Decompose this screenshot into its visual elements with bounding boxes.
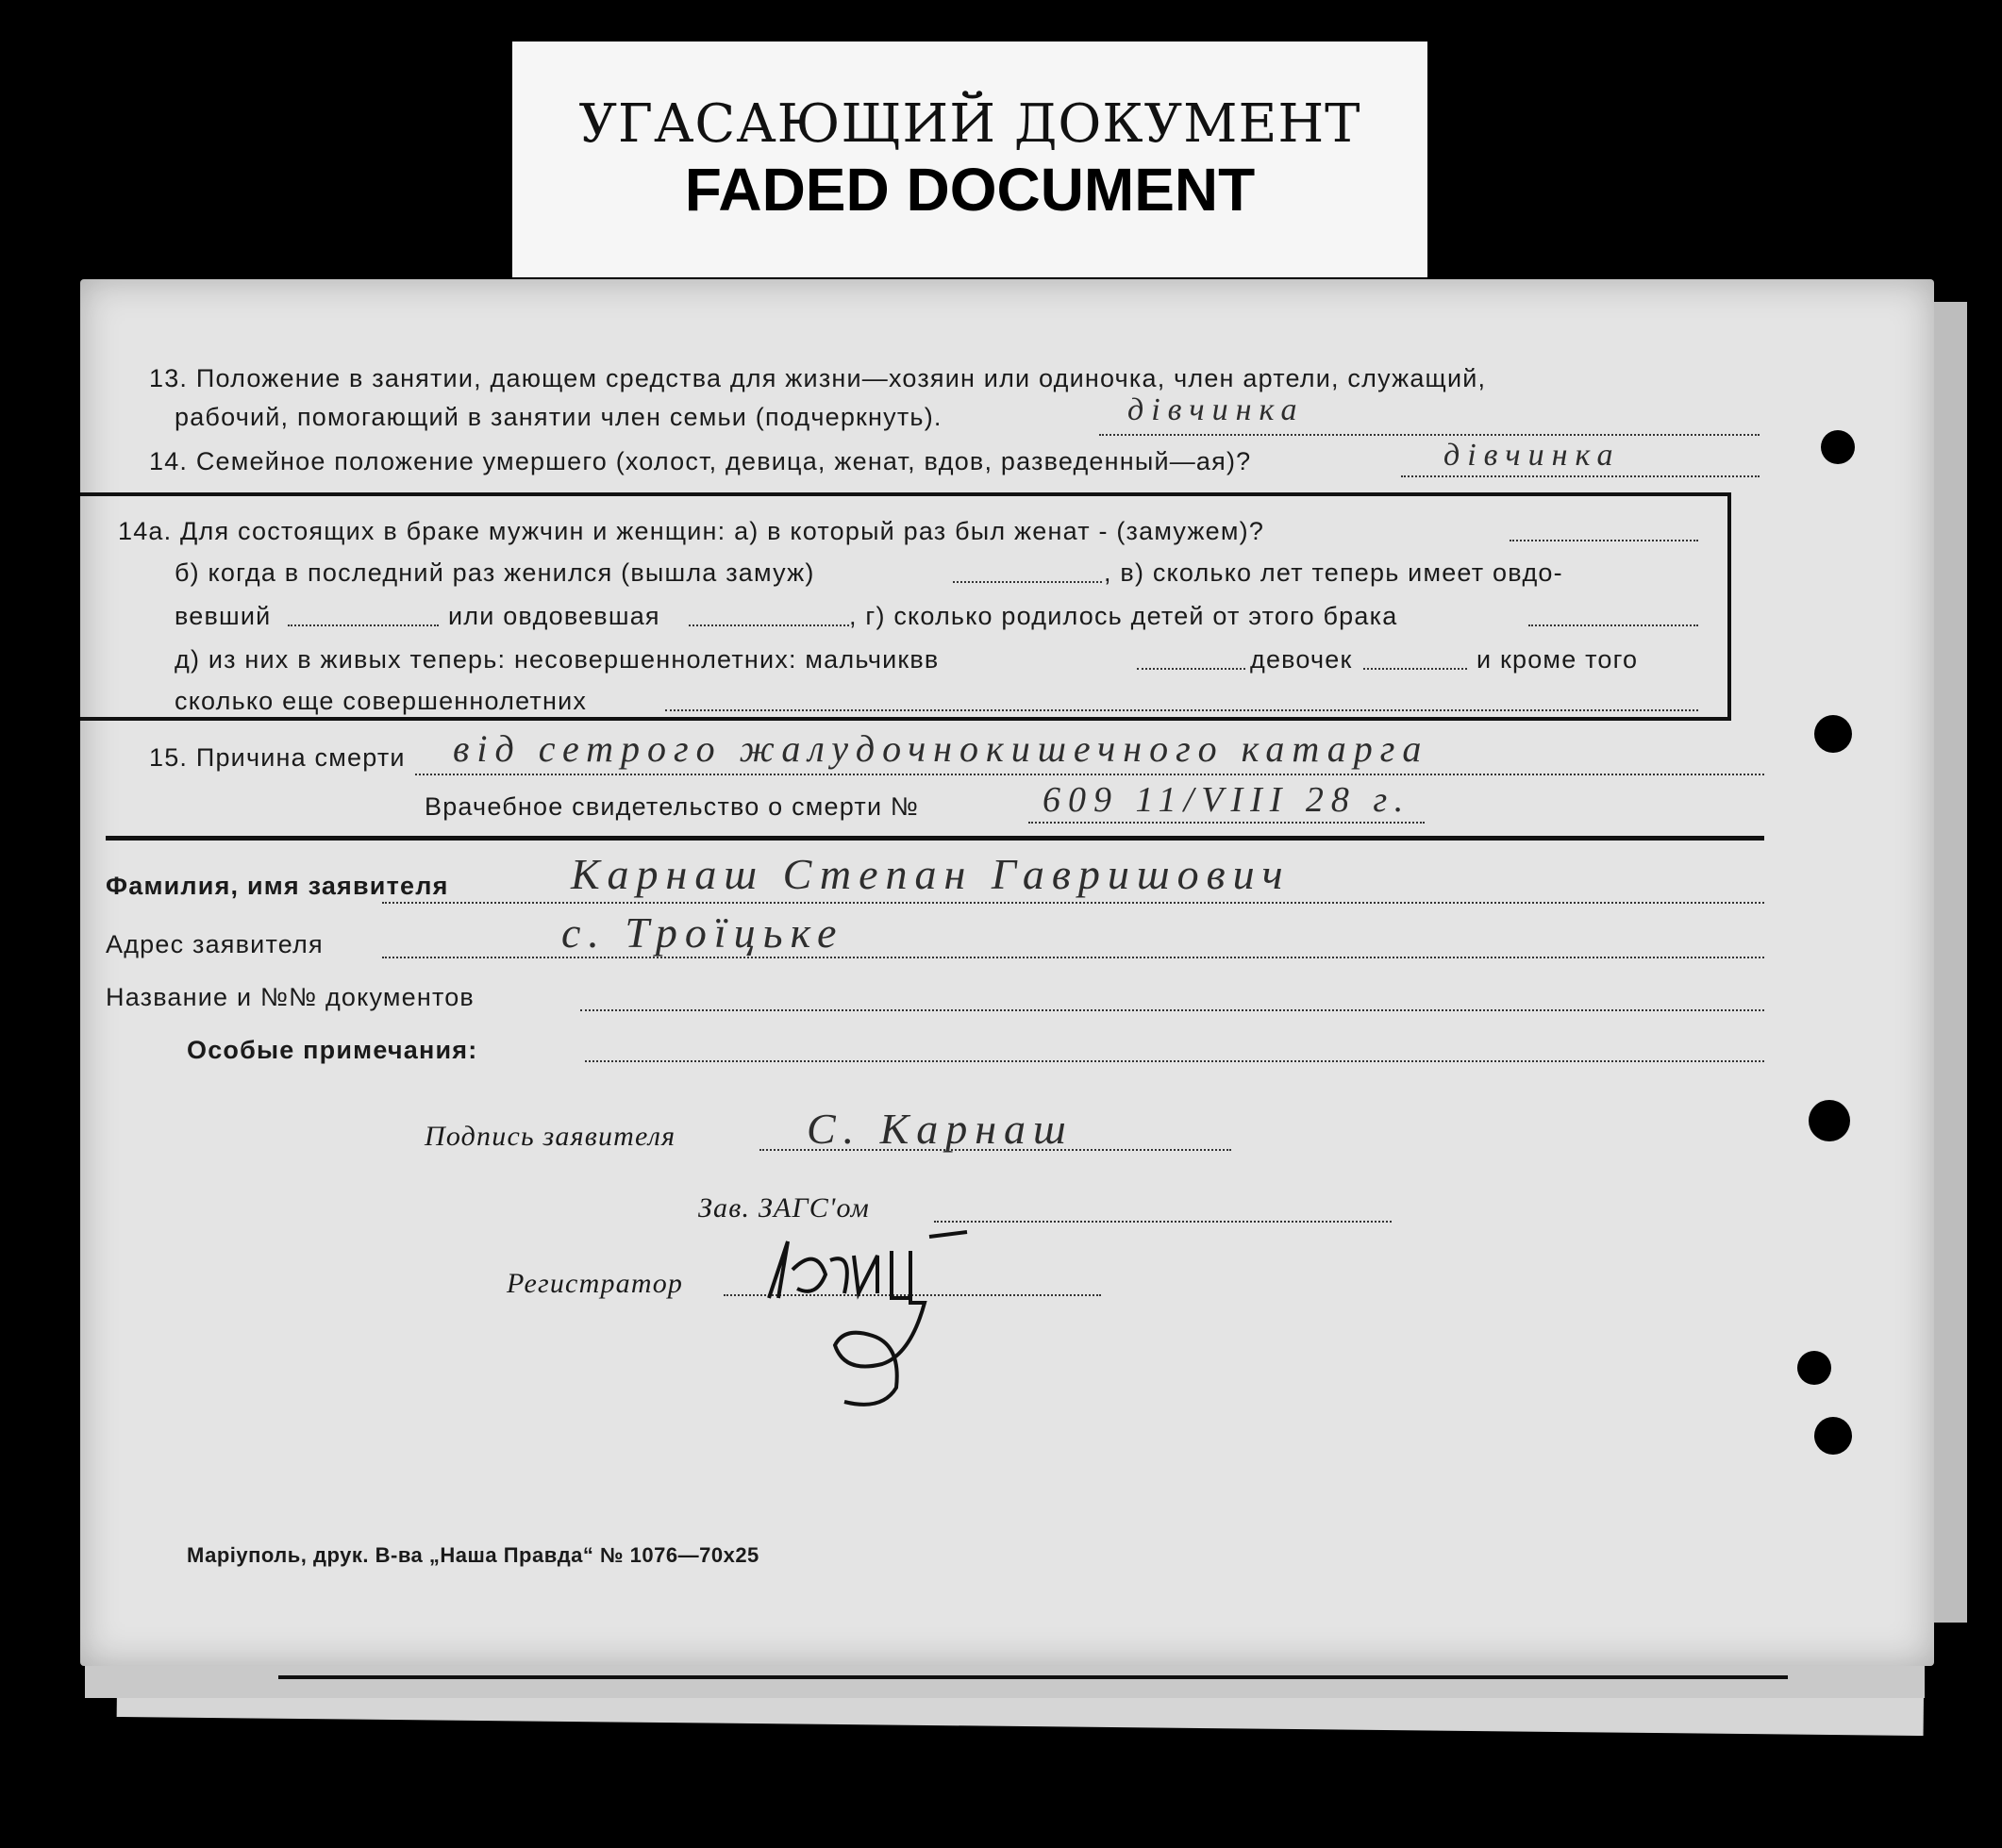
punch-hole (1814, 1417, 1852, 1455)
answer-line (689, 624, 849, 626)
punch-hole (1821, 430, 1855, 464)
question-14a-line2a: б) когда в последний раз женился (вышла замуж) (175, 558, 815, 587)
answer-line (415, 774, 1764, 775)
answer-line (759, 1149, 1231, 1151)
question-14: 14. Семейное положение умершего (холост, девица, женат, вдов, разведенный—ая)? (149, 447, 1252, 475)
punch-hole (1809, 1100, 1850, 1141)
answer-line (1528, 624, 1698, 626)
answer-line (382, 902, 1764, 904)
punch-hole (1797, 1351, 1831, 1385)
certificate-label: Врачебное свидетельство о смерти № (425, 792, 920, 821)
question-15: 15. Причина смерти (149, 743, 406, 772)
question-13-line1: 13. Положение в занятии, дающем средства для жизни—хозяин или одиночка, член артели, служащий, (149, 364, 1487, 392)
certificate-answer: 609 11/VIII 28 г. (1043, 780, 1411, 820)
question-14a-line3b: или овдовевшая (448, 602, 660, 630)
remarks-label: Особые примечания: (187, 1036, 478, 1064)
question-14a-line3a: вевший (175, 602, 272, 630)
applicant-name-answer: Карнаш Степан Гавришович (571, 850, 1291, 898)
answer-line (382, 957, 1764, 958)
question-14a-line5: сколько еще совершеннолетних (175, 687, 588, 715)
punch-hole (1814, 715, 1852, 753)
answer-line (665, 709, 1698, 711)
answer-line (953, 581, 1102, 583)
question-14a-line2b: , в) сколько лет теперь имеет овдо- (1104, 558, 1563, 587)
divider-rule (106, 836, 1764, 841)
answer-line (288, 624, 439, 626)
registrar-signature (750, 1223, 967, 1440)
answer-line (1363, 668, 1467, 670)
answer-line (1401, 475, 1760, 477)
bottom-rule (278, 1675, 1788, 1679)
registrar-label: Регистратор (507, 1268, 684, 1299)
answer-line (1099, 434, 1760, 436)
answer-line (580, 1009, 1764, 1011)
question-14a-line4b: девочек (1250, 645, 1353, 674)
printer-imprint: Маріуполь, друк. В-ва „Наша Правда“ № 1076—70х25 (187, 1543, 759, 1567)
signature-answer: С. Карнаш (807, 1105, 1074, 1153)
zags-label: Зав. ЗАГС'ом (698, 1192, 870, 1224)
applicant-name-label: Фамилия, имя заявителя (106, 872, 449, 900)
answer-13: дівчинка (1127, 392, 1305, 427)
answer-14: дівчинка (1443, 438, 1621, 473)
question-14a-line4a: д) из них в живых теперь: несовершеннолетних: мальчиквв (175, 645, 940, 674)
answer-line (1510, 540, 1698, 541)
question-13-line2: рабочий, помогающий в занятии член семьи (подчеркнуть). (175, 403, 943, 431)
signature-label: Подпись заявителя (425, 1121, 676, 1152)
question-14a-line1: 14а. Для состоящих в браке мужчин и женщин: а) в который раз был женат - (замужем)? (118, 517, 1265, 545)
faded-label-ru: УГАСАЮЩИЙ ДОКУМЕНТ (578, 93, 1361, 155)
documents-label: Название и №№ документов (106, 983, 475, 1011)
answer-line (585, 1060, 1764, 1062)
question-14a-line3c: , г) сколько родилось детей от этого брака (849, 602, 1398, 630)
answer-15: від сетрого жалудочнокишечного катарга (453, 727, 1429, 770)
question-14a-line4c: и кроме того (1476, 645, 1639, 674)
answer-line (1137, 668, 1245, 670)
applicant-address-answer: с. Троїцьке (561, 908, 844, 957)
applicant-address-label: Адрес заявителя (106, 930, 324, 958)
faded-document-label (512, 42, 1427, 277)
faded-label-en: FADED DOCUMENT (684, 156, 1256, 224)
document-page (80, 279, 1934, 1666)
answer-line (1028, 822, 1425, 824)
answer-line (934, 1221, 1392, 1223)
